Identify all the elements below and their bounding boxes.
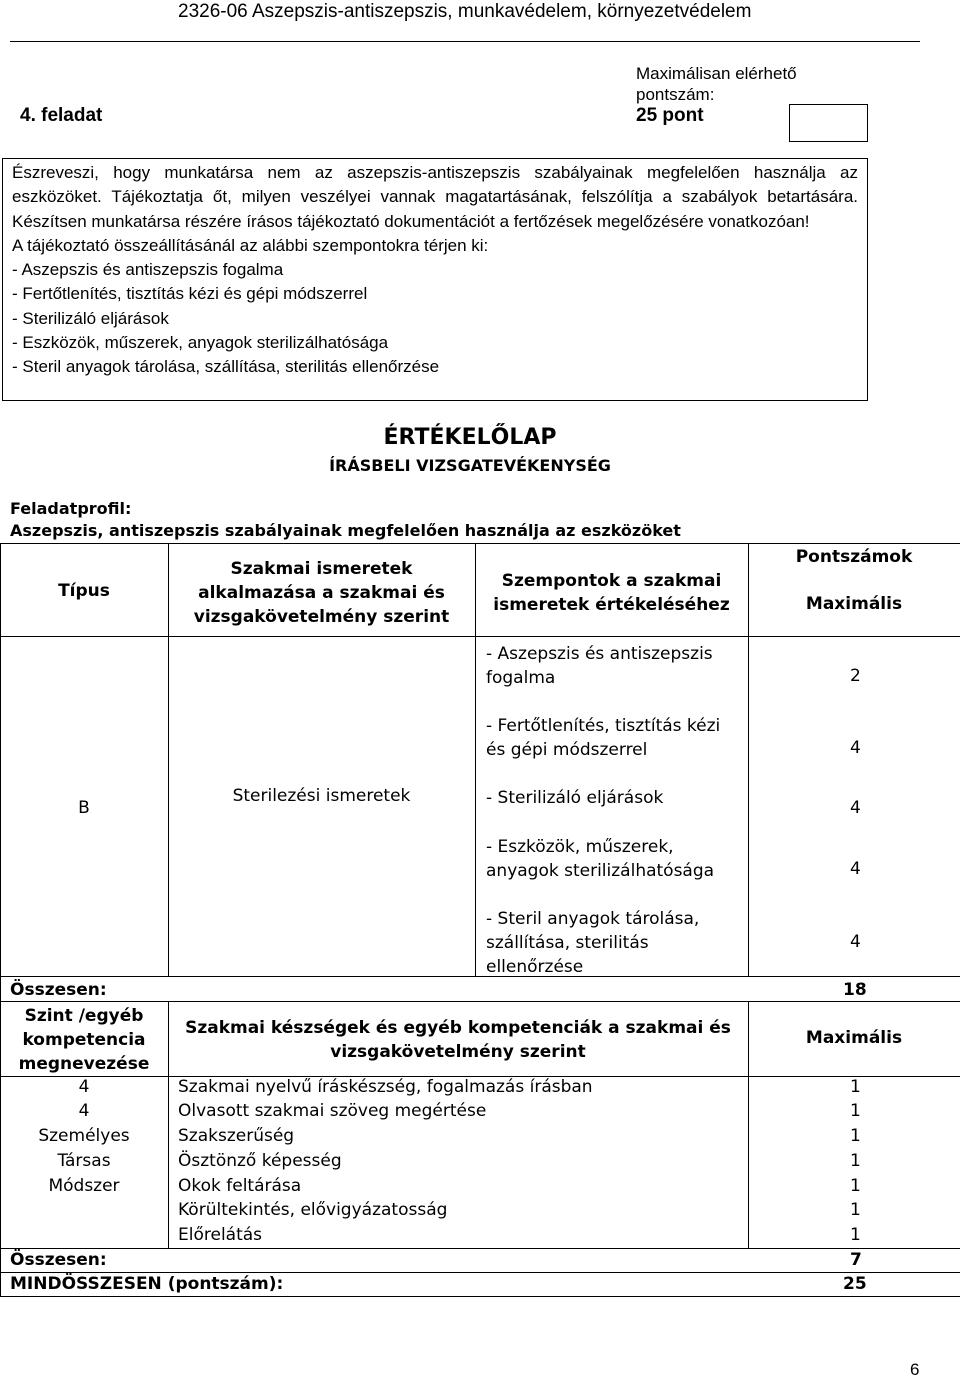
- table-border: [0, 1248, 960, 1249]
- criterion-text: fogalma: [486, 668, 556, 688]
- score-entry-box[interactable]: [789, 104, 868, 142]
- skill-max: 1: [850, 1225, 861, 1245]
- column-header-criteria-line: ismeretek értékeléséhez: [493, 595, 730, 615]
- criterion-max: 2: [850, 666, 861, 686]
- table-border: [0, 543, 960, 544]
- skills-header-name: [168, 1016, 748, 1064]
- criterion-item: [486, 786, 663, 810]
- task-description-item: - Steril anyagok tárolása, szállítása, sterilitás ellenőrzése: [12, 357, 440, 377]
- criterion-text: és gépi módszerrel: [486, 740, 648, 760]
- criterion-text: szállítása, sterilitás: [486, 933, 649, 953]
- skills-header-name-line: vizsgakövetelmény szerint: [330, 1042, 586, 1062]
- column-header-knowledge-line: Szakmai ismeretek: [230, 559, 413, 579]
- task-description-item: - Fertőtlenítés, tisztítás kézi és gépi módszerrel: [12, 284, 368, 304]
- criterion-text: - Fertőtlenítés, tisztítás kézi: [486, 716, 721, 736]
- subtotal-label: Összesen:: [10, 980, 107, 1000]
- grand-total-value: 25: [843, 1274, 867, 1294]
- criterion-text: - Eszközök, műszerek,: [486, 837, 674, 857]
- column-header-type: Típus: [58, 581, 110, 601]
- table-border: [0, 636, 960, 637]
- column-header-criteria-line: Szempontok a szakmai: [501, 571, 722, 591]
- task-profile-title: Aszepszis, antiszepszis szabályainak megfelelően használja az eszközöket: [10, 521, 681, 540]
- criterion-item: [486, 714, 720, 762]
- skill-max: 1: [850, 1176, 861, 1196]
- criterion-text: - Sterilizáló eljárások: [486, 788, 664, 808]
- table-border: [0, 1001, 960, 1002]
- skills-header-name-line: Szakmai készségek és egyéb kompetenciák a szakmai és: [185, 1018, 731, 1038]
- skill-name: Körültekintés, elővigyázatosság: [178, 1200, 448, 1220]
- criterion-item: [486, 642, 713, 690]
- column-header-max: Maximális: [805, 594, 903, 614]
- skills-header-level-line: kompetencia: [22, 1030, 146, 1050]
- skill-max: 1: [850, 1200, 861, 1220]
- evaluation-title: ÉRTÉKELŐLAP: [383, 425, 557, 450]
- column-header-criteria: [475, 569, 748, 617]
- skill-level: 4: [78, 1077, 90, 1097]
- grand-total-label: MINDÖSSZESEN (pontszám):: [10, 1274, 284, 1294]
- skills-header-level: [0, 1004, 168, 1076]
- skill-level: Módszer: [48, 1176, 120, 1196]
- task-description-paragraph: Észreveszi, hogy munkatársa nem az aszepszis-antiszepszis szabályainak megfelelően használja az eszközöket. Tájékoztatja őt, milyen veszélyei vannak magatartásának, felszólítja a szabályok betartására. Készítsen munkatársa részére írásos tájékoztató dokumentációt a fertőzések megelőzésére vonatkozóan!: [12, 163, 858, 231]
- evaluation-subtitle: ÍRÁSBELI VIZSGATEVÉKENYSÉG: [329, 456, 611, 475]
- document-header-title: 2326-06 Aszepszis-antiszepszis, munkavédelem, környezetvédelem: [178, 1, 752, 22]
- criterion-item: [486, 907, 699, 979]
- criterion-text: anyagok sterilizálhatósága: [486, 861, 715, 881]
- page-number: 6: [910, 1360, 920, 1379]
- max-points-label: [636, 63, 806, 105]
- table-border: [0, 1272, 960, 1273]
- subtotal-label: Összesen:: [10, 1250, 107, 1270]
- max-points-label-line1: Maximálisan elérhető: [636, 64, 797, 83]
- task-description-item: - Eszközök, műszerek, anyagok sterilizálhatósága: [12, 333, 389, 353]
- skills-header-max: Maximális: [805, 1028, 903, 1048]
- skill-max: 1: [850, 1077, 861, 1097]
- column-header-knowledge: [168, 557, 475, 629]
- knowledge-area: Sterilezési ismeretek: [232, 786, 411, 806]
- criterion-max: 4: [850, 932, 861, 952]
- task-description-item: - Sterilizáló eljárások: [12, 308, 169, 328]
- skill-max: 1: [850, 1101, 861, 1121]
- criterion-text: - Steril anyagok tárolása,: [486, 909, 700, 929]
- criterion-max: 4: [850, 798, 861, 818]
- skill-max: 1: [850, 1151, 861, 1171]
- header-divider: [10, 41, 920, 42]
- skill-max: 1: [850, 1126, 861, 1146]
- task-points: 25 pont: [636, 105, 704, 126]
- skill-name: Szakszerűség: [178, 1126, 295, 1146]
- column-header-knowledge-line: vizsgakövetelmény szerint: [193, 607, 450, 627]
- skill-name: Előrelátás: [178, 1225, 263, 1245]
- skill-name: Olvasott szakmai szöveg megértése: [178, 1101, 487, 1121]
- table-border: [0, 1296, 960, 1297]
- skills-header-level-line: Szint /egyéb: [24, 1006, 144, 1026]
- criterion-max: 4: [850, 859, 861, 879]
- task-profile-label: Feladatprofil:: [10, 499, 132, 518]
- skill-name: Ösztönző képesség: [178, 1151, 342, 1171]
- column-header-knowledge-line: alkalmazása a szakmai és: [198, 583, 445, 603]
- task-description-box: [2, 158, 868, 401]
- skill-name: Szakmai nyelvű íráskészség, fogalmazás írásban: [178, 1077, 593, 1097]
- criterion-text: - Aszepszis és antiszepszis: [486, 644, 713, 664]
- skill-level: Személyes: [38, 1126, 130, 1146]
- skill-level: 4: [78, 1101, 90, 1121]
- criterion-text: ellenőrzése: [486, 957, 584, 977]
- criterion-max: 4: [850, 738, 861, 758]
- max-points-label-line2: pontszám:: [636, 85, 715, 104]
- subtotal-value: 7: [850, 1250, 862, 1270]
- task-description-item: - Aszepszis és antiszepszis fogalma: [12, 260, 284, 280]
- table-border: [0, 976, 960, 977]
- knowledge-type: B: [78, 798, 90, 818]
- criterion-item: [486, 835, 714, 883]
- subtotal-value: 18: [843, 980, 867, 1000]
- skill-level: Társas: [57, 1151, 111, 1171]
- skills-header-level-line: megnevezése: [18, 1054, 150, 1074]
- task-description-intro: A tájékoztató összeállításánál az alábbi szempontokra térjen ki:: [12, 235, 489, 255]
- task-number: 4. feladat: [20, 105, 103, 126]
- column-header-points: Pontszámok: [795, 547, 913, 567]
- skill-name: Okok feltárása: [178, 1176, 302, 1196]
